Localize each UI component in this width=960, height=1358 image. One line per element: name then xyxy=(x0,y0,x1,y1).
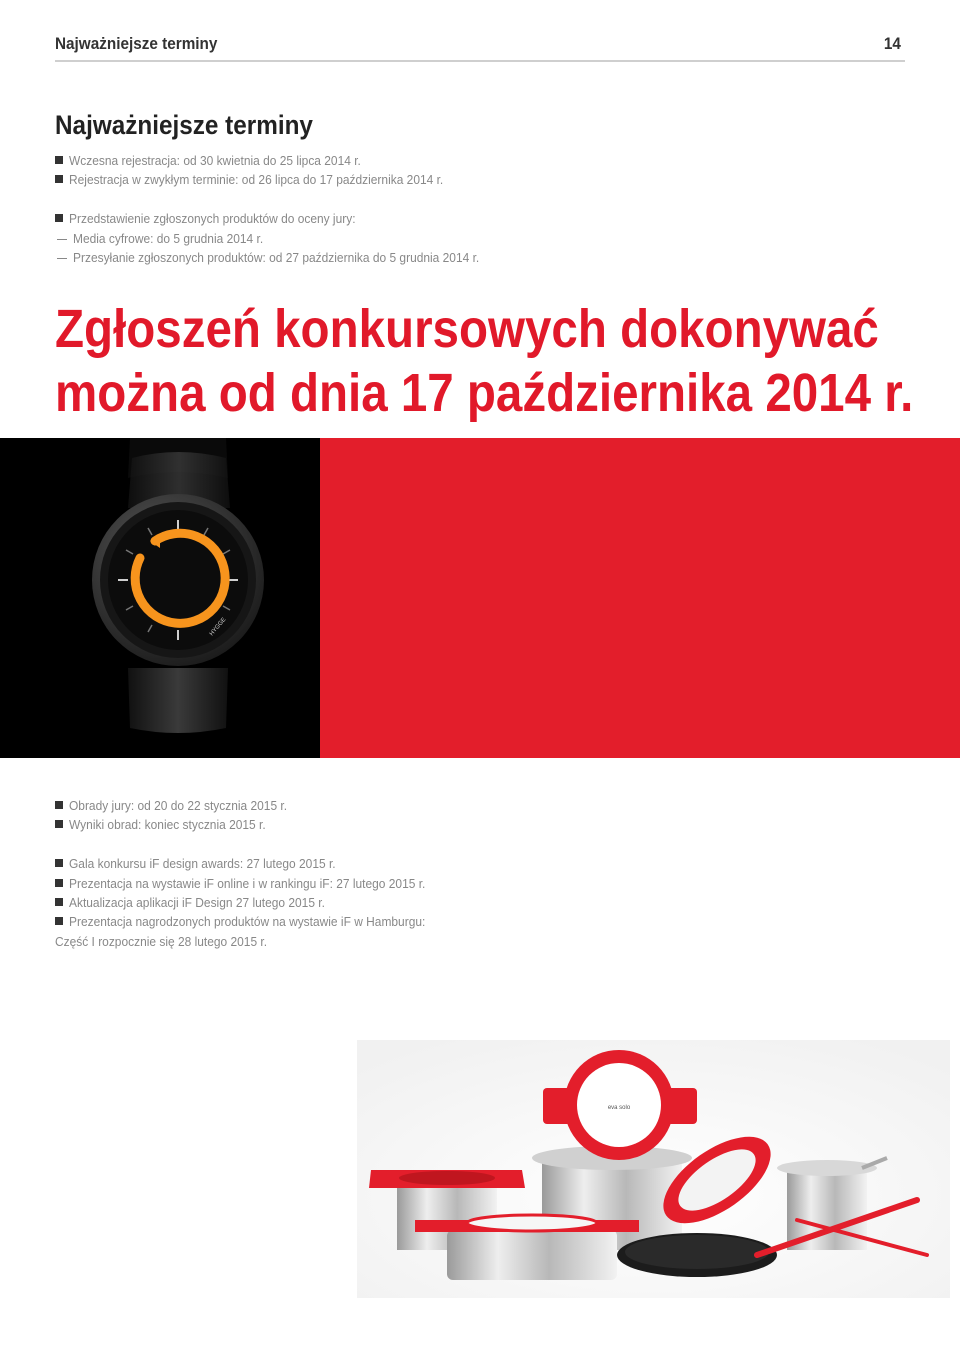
list-item-text: Wczesna rejestracja: od 30 kwietnia do 25 lipca 2014 r. xyxy=(69,153,361,168)
headline-line-2: można od dnia 17 października 2014 r. xyxy=(55,363,914,423)
photo-band xyxy=(0,438,960,758)
watch-brand-text: HYGGE xyxy=(208,616,228,638)
list-item-text: Obrady jury: od 20 do 22 stycznia 2015 r. xyxy=(69,798,288,813)
list-item xyxy=(55,209,515,228)
list-item-text: Część I rozpocznie się 28 lutego 2015 r. xyxy=(55,933,268,949)
headline-line-1: Zgłoszeń konkursowych dokonywać xyxy=(55,299,879,359)
list-item xyxy=(55,170,515,189)
list-item-text: Aktualizacja aplikacji iF Design 27 lutego 2015 r. xyxy=(69,894,325,910)
page-header xyxy=(55,30,905,62)
red-panel xyxy=(320,438,960,758)
list-item xyxy=(55,229,515,248)
list-item xyxy=(55,796,456,815)
list-item xyxy=(55,893,456,912)
watch-photo xyxy=(0,438,320,758)
list-item xyxy=(55,874,456,893)
headline xyxy=(55,297,913,425)
list-spacer xyxy=(55,835,456,854)
list-item xyxy=(55,854,456,873)
list-item-text: Wyniki obrad: koniec stycznia 2015 r. xyxy=(69,817,266,833)
list-item xyxy=(55,932,456,951)
list-item-text: Gala konkursu iF design awards: 27 lutego 2015 r. xyxy=(69,856,336,872)
list-item xyxy=(55,151,515,170)
list-item-text: Prezentacja nagrodzonych produktów na wystawie iF w Hamburgu: xyxy=(69,914,426,930)
watch-image xyxy=(0,438,320,758)
list-item-text: Rejestracja w zwykłym terminie: od 26 lipca do 17 października 2014 r. xyxy=(69,172,444,188)
list-item-text: Przesyłanie zgłoszonych produktów: od 27 października do 5 grudnia 2014 r. xyxy=(73,249,480,265)
deadlines-list-top xyxy=(55,151,515,267)
list-item-text: Media cyfrowe: do 5 grudnia 2014 r. xyxy=(73,230,264,246)
cookware-image xyxy=(357,1040,950,1298)
header-title: Najważniejsze terminy xyxy=(55,34,218,53)
page-number: 14 xyxy=(883,34,901,53)
section-title: Najważniejsze terminy xyxy=(55,110,313,140)
list-item-text: Prezentacja na wystawie iF online i w rankingu iF: 27 lutego 2015 r. xyxy=(69,875,426,891)
list-item xyxy=(55,815,456,834)
cookware-brand-text: eva solo xyxy=(607,1105,631,1111)
list-spacer xyxy=(55,190,515,209)
list-item-text: Przedstawienie zgłoszonych produktów do oceny jury: xyxy=(69,211,356,227)
deadlines-list-bottom xyxy=(55,796,456,951)
list-item xyxy=(55,912,456,931)
list-item xyxy=(55,248,515,267)
